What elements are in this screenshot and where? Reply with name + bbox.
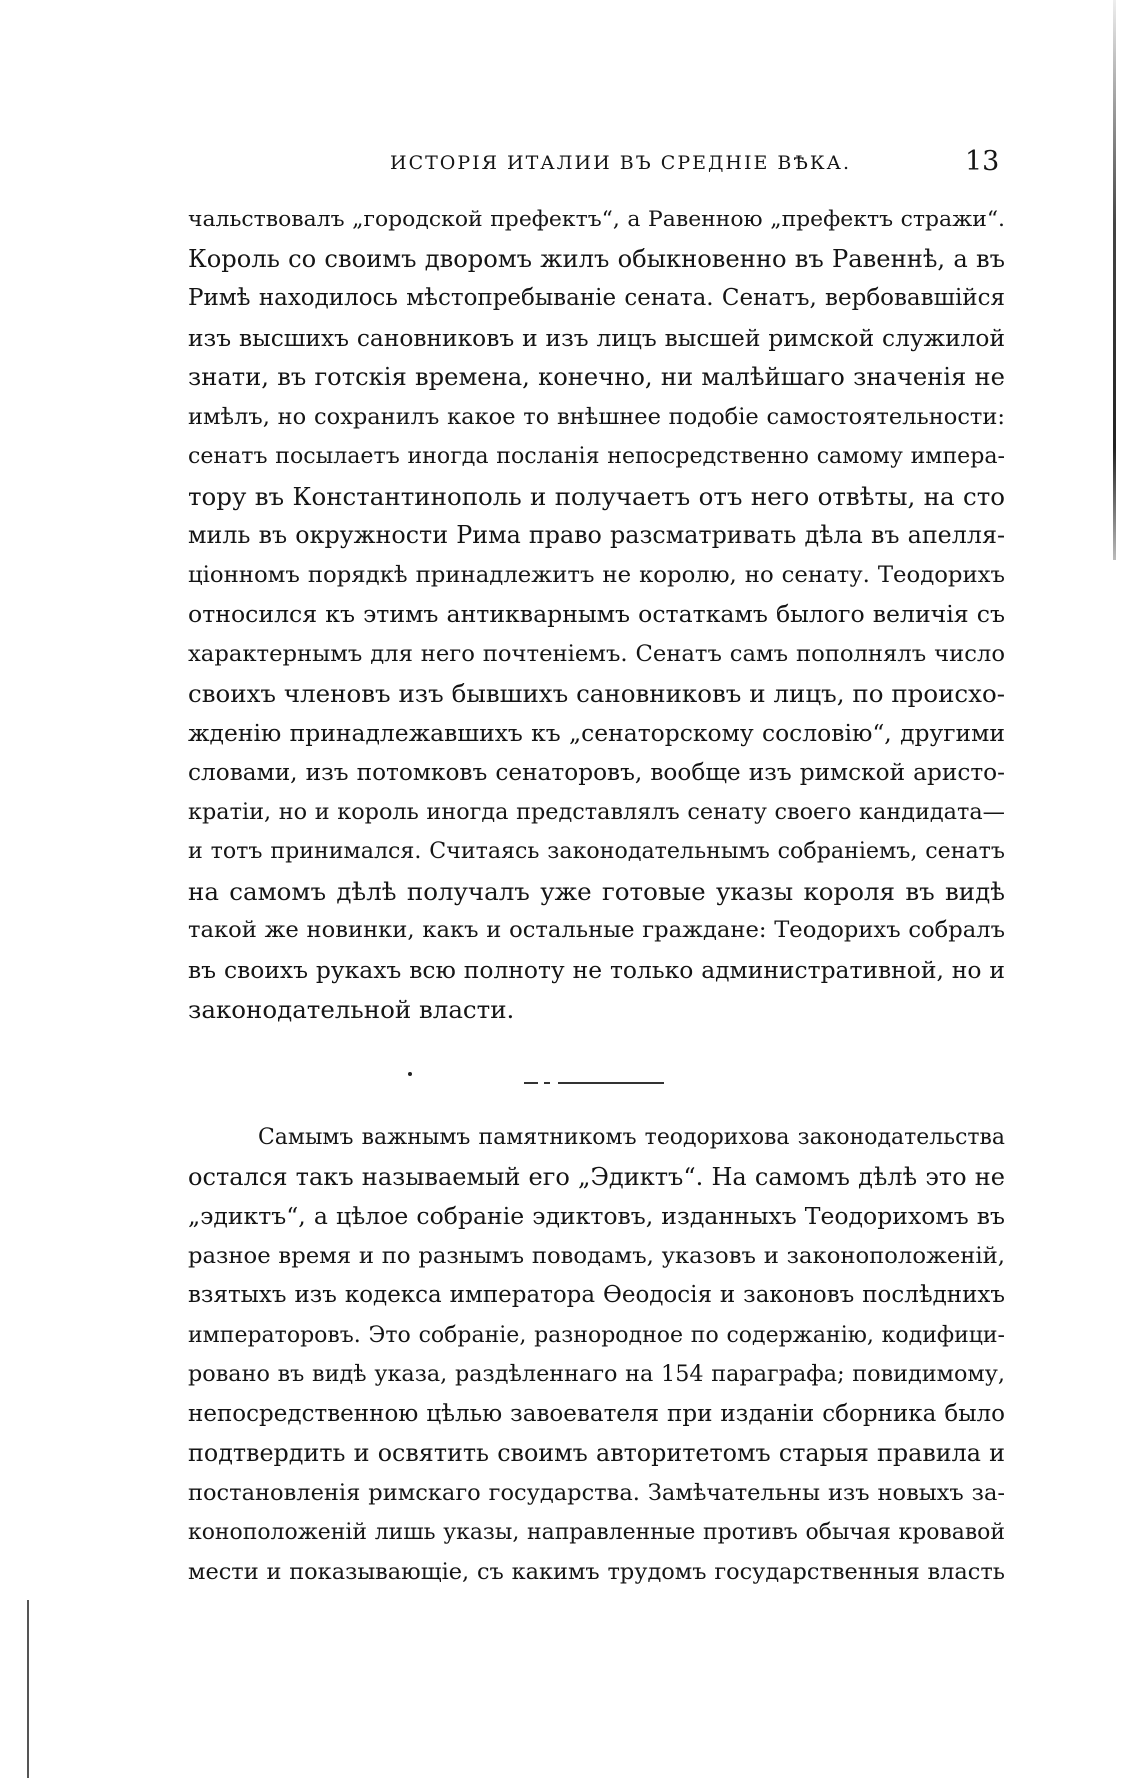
text-line: характернымъ для него почтеніемъ. Сенатъ самъ пополнялъ число (188, 640, 1005, 667)
right-margin-scan-edge (1113, 0, 1116, 560)
text-line: взятыхъ изъ кодекса императора Ѳеодосія и законовъ послѣднихъ (188, 1282, 1005, 1308)
text-line: тору въ Константинополь и получаетъ отъ него отвѣты, на сто (188, 481, 1005, 511)
paragraph-1 (188, 200, 1005, 1030)
text-line: и тотъ принимался. Считаясь законодательнымъ собраніемъ, сенатъ (188, 838, 1005, 864)
text-line: разное время и по разнымъ поводамъ, указовъ и законоположеній, (188, 1242, 1005, 1269)
left-margin-scan-edge (27, 1600, 29, 1778)
text-line: непосредственною цѣлью завоевателя при изданіи сборника было (188, 1400, 1005, 1427)
text-line: ціонномъ порядкѣ принадлежитъ не королю, но сенату. Теодорихъ (188, 561, 1005, 588)
separator-dot (408, 1072, 412, 1076)
text-line: относился къ этимъ антикварнымъ остаткамъ былого величія съ (188, 600, 1005, 628)
text-line: Римѣ находилось мѣстопребываніе сената. Сенатъ, вербовавшійся (188, 285, 1005, 311)
text-line: въ своихъ рукахъ всю полноту не только административной, но и (188, 955, 1005, 984)
text-line: знати, въ готскія времена, конечно, ни малѣйшаго значенія не (188, 363, 1005, 391)
text-line: коноположеній лишь указы, направленные противъ обычая кровавой (188, 1520, 1005, 1545)
text-line: чальствовалъ „городской префектъ“, а Равенною „префектъ стражи“. (188, 207, 1005, 232)
text-line: постановленія римскаго государства. Замѣчательны изъ новыхъ за- (188, 1479, 1005, 1506)
text-line: законодательной власти. (188, 995, 515, 1024)
page-number: 13 (965, 146, 1000, 177)
text-line: на самомъ дѣлѣ получалъ уже готовые указы короля въ видѣ (188, 876, 1005, 906)
text-line: остался такъ называемый его „Эдиктъ“. На самомъ дѣлѣ это не (188, 1162, 1005, 1191)
text-line: изъ высшихъ сановниковъ и изъ лицъ высшей римской служилой (188, 324, 1005, 352)
text-line: сенатъ посылаетъ иногда посланія непосредственно самому импера- (188, 444, 1005, 469)
text-line: императоровъ. Это собраніе, разнородное по содержанію, кодифици- (188, 1322, 1005, 1348)
paragraph-2 (188, 1118, 1005, 1592)
text-line: „эдиктъ“, а цѣлое собраніе эдиктовъ, изданныхъ Теодорихомъ въ (188, 1202, 1005, 1230)
text-line: подтвердить и освятить своимъ авторитетомъ старыя правила и (188, 1439, 1005, 1467)
text-line: жденію принадлежавшихъ къ „сенаторскому сословію“, другими (188, 718, 1005, 747)
text-line: кратіи, но и король иногда представлялъ сенату своего кандидата— (188, 798, 1005, 825)
text-line: мести и показывающіе, съ какимъ трудомъ государственныя власть (188, 1558, 1005, 1585)
text-line: своихъ членовъ изъ бывшихъ сановниковъ и лицъ, по происхо- (188, 679, 1005, 708)
running-header-title: ИСТОРІЯ ИТАЛИИ ВЪ СРЕДНІЕ ВѢКА. (390, 152, 851, 174)
text-line: Самымъ важнымъ памятникомъ теодорихова законодательства (258, 1125, 1005, 1150)
text-line: ровано въ видѣ указа, раздѣленнаго на 154 параграфа; повидимому, (188, 1361, 1005, 1387)
section-separator-rule (524, 1082, 664, 1090)
text-line: миль въ окружности Рима право разсматривать дѣла въ апелля- (188, 521, 1005, 549)
text-line: имѣлъ, но сохранилъ какое то внѣшнее подобіе самостоятельности: (188, 403, 1005, 430)
text-line: Король со своимъ дворомъ жилъ обыкновенно въ Равеннѣ, а въ (188, 244, 1005, 273)
text-line: словами, изъ потомковъ сенаторовъ, вообще изъ римской аристо- (188, 759, 1005, 786)
text-line: такой же новинки, какъ и остальные граждане: Теодорихъ собралъ (188, 917, 1005, 943)
